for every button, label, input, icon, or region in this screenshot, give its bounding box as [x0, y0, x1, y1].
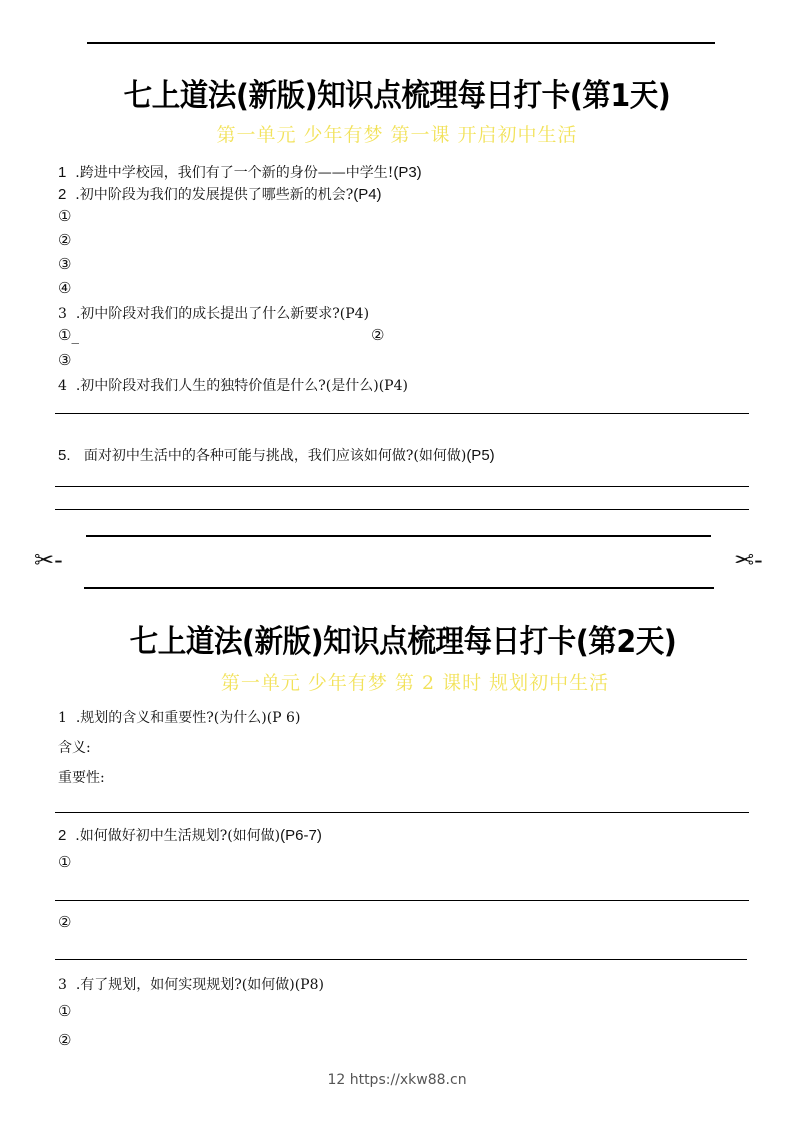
answer-marker: ②: [58, 1031, 72, 1049]
day1-question-3: [58, 303, 369, 323]
day1-question-4: [58, 375, 408, 395]
question-text: .有了规划，如何实现规划?(如何做)(P8): [75, 977, 324, 993]
day2-question-1: [58, 707, 300, 727]
answer-line: [55, 900, 749, 901]
answer-marker: ①: [58, 207, 72, 225]
answer-marker: ②: [58, 913, 72, 931]
day2-title: 七上道法(新版)知识点梳理每日打卡(第2天): [129, 624, 677, 660]
answer-line: [55, 959, 747, 960]
day2-subtitle: 第一单元 少年有梦 第 2 课时 规划初中生活: [220, 672, 610, 694]
page-ref: (P5): [466, 447, 495, 464]
answer-marker: ①_: [58, 326, 79, 344]
answer-marker: ④: [58, 279, 72, 297]
answer-marker: ①: [58, 1002, 72, 1020]
question-text: .初中阶段为我们的发展提供了哪些新的机会?: [75, 187, 354, 203]
question-number: 3: [58, 306, 67, 322]
day1-question-1: [58, 162, 422, 182]
question-text: .规划的含义和重要性?(为什么)(P 6): [75, 710, 301, 726]
question-number: 1: [58, 164, 67, 181]
page-ref: (P6-7): [280, 827, 322, 844]
question-number: 1: [58, 710, 67, 726]
question-number: 2: [58, 827, 67, 844]
day1-title: 七上道法(新版)知识点梳理每日打卡(第1天): [123, 78, 671, 114]
page-ref: (P4): [353, 186, 382, 203]
answer-marker: ①: [58, 853, 72, 871]
question-text: .初中阶段对我们的成长提出了什么新要求?(P4): [75, 306, 370, 322]
question-number: 3: [58, 977, 67, 993]
question-number: 4: [58, 378, 67, 394]
question-text: .跨进中学校园，我们有了一个新的身份——中学生!: [75, 165, 394, 181]
page-footer: 12 https://xkw88.cn: [327, 1072, 467, 1088]
day1-question-2: [58, 184, 382, 204]
question-text: .如何做好初中生活规划?(如何做): [75, 828, 281, 844]
question-number: 5.: [58, 447, 71, 464]
answer-marker: ②: [371, 326, 385, 344]
question-text: 面对初中生活中的各种可能与挑战，我们应该如何做?(如何做): [83, 448, 467, 464]
top-rule: [87, 42, 715, 44]
question-number: 2: [58, 186, 67, 203]
day2-question-2: [58, 825, 322, 845]
answer-line: [55, 509, 749, 510]
meaning-label: 含义:: [58, 740, 91, 756]
page-ref: (P3): [393, 164, 422, 181]
day1-question-5: [58, 445, 495, 465]
scissors-icon: ✂-: [34, 546, 63, 574]
importance-label: 重要性:: [58, 770, 105, 786]
answer-marker: ③: [58, 255, 72, 273]
day1-subtitle: 第一单元 少年有梦 第一课 开启初中生活: [216, 124, 578, 146]
answer-line: [55, 812, 749, 813]
answer-line: [55, 486, 749, 487]
answer-marker: ②: [58, 231, 72, 249]
cut-rule-bottom: [84, 587, 714, 589]
cut-rule-top: [86, 535, 711, 537]
answer-marker: ③: [58, 351, 72, 369]
answer-line: [55, 413, 749, 414]
day2-question-3: [58, 974, 324, 994]
scissors-icon: -✂: [734, 546, 763, 574]
question-text: .初中阶段对我们人生的独特价值是什么?(是什么)(P4): [75, 378, 408, 394]
